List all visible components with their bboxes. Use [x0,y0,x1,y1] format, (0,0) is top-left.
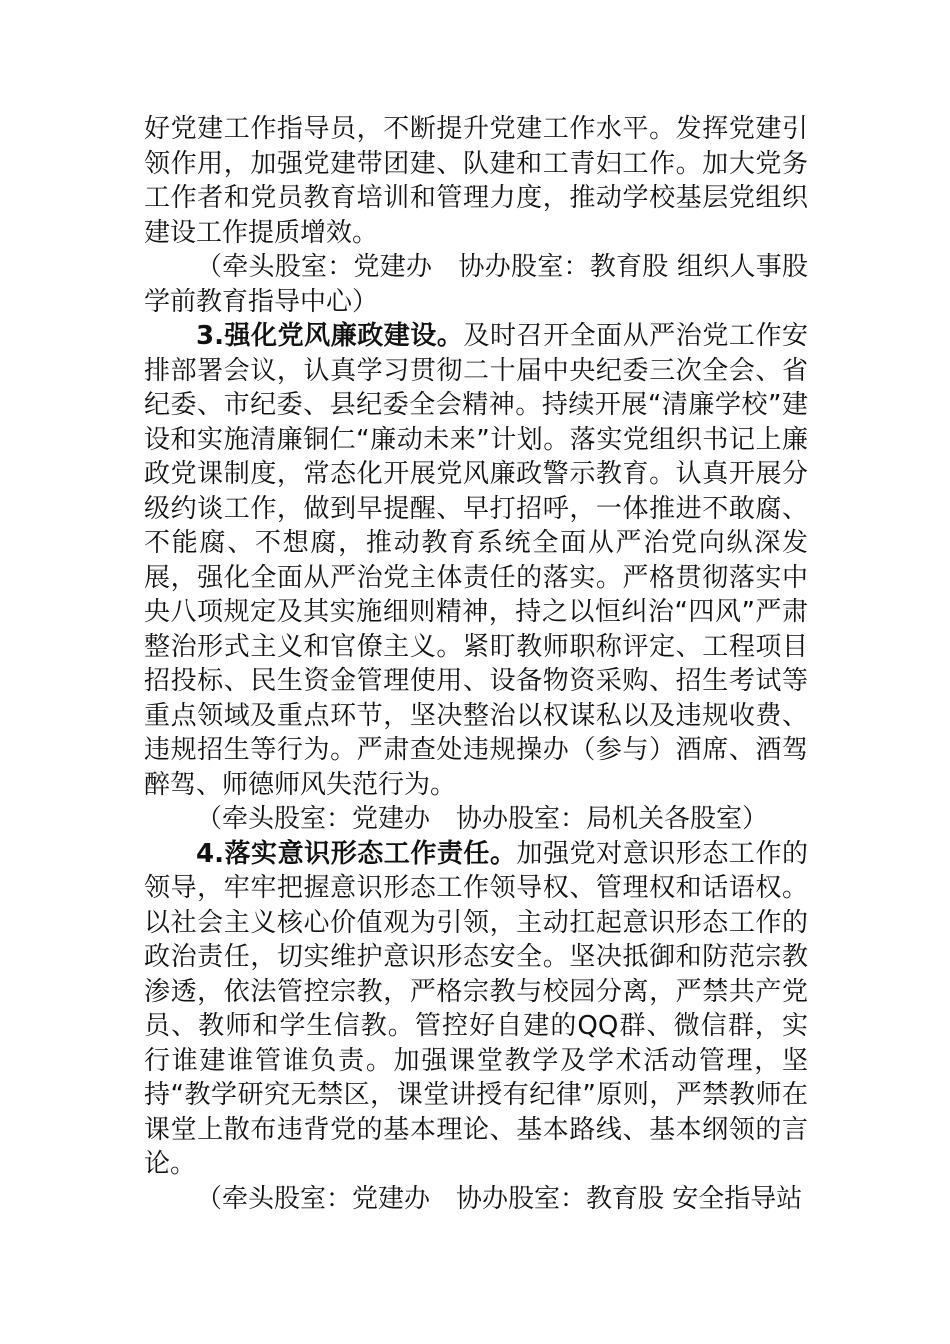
section-4-paragraph [144,837,808,1182]
responsible-office-note: （牵头股室：党建办 协办股室：教育股 组织人事股 学前教育指导中心） [144,252,808,317]
section-4-heading: 4.落实意识形态工作责任。 [196,838,517,869]
section-3-body: 及时召开全面从严治党工作安排部署会议，认真学习贯彻二十届中央纪委三次全会、省纪委、市纪委、县纪委全会精神。持续开展“清廉学校”建设和实施清廉铜仁“廉动未来”计划。落实党组织书记上廉政党课制度，常态化开展党风廉政警示教育。认真开展分级约谈工作，做到早提醒、早打招呼，一体推进不敢腐、不能腐、不想腐，推动教育系统全面从严治党向纵深发展，强化全面从严治党主体责任的落实。严格贯彻落实中央八项规定及其实施细则精神，持之以恒纠治“四风”严肃整治形式主义和官僚主义。紧盯教师职称评定、工程项目招投标、民生资金管理使用、设备物资采购、招生考试等重点领域及重点环节，坚决整治以权谋私以及违规收费、违规招生等行为。严肃查处违规操办（参与）酒席、酒驾醉驾、师德师风失范行为。 [144,321,808,800]
document-body [144,112,808,1216]
responsible-office-note: （牵头股室：党建办 协办股室：教育股 安全指导站 [196,1183,803,1214]
section-3-paragraph [144,319,808,802]
section-4-body: 加强党对意识形态工作的领导，牢牢把握意识形态工作领导权、管理权和话语权。以社会主义核心价值观为引领，主动扛起意识形态工作的政治责任，切实维护意识形态安全。坚决抵御和防范宗教渗透，依法管控宗教，严格宗教与校园分离，严禁共产党员、教师和学生信教。管控好自建的QQ群、微信群，实行谁建谁管谁负责。加强课堂教学及学术活动管理，坚持“教学研究无禁区，课堂讲授有纪律”原则，严禁教师在课堂上散布违背党的基本理论、基本路线、基本纲领的言论。 [144,838,808,1179]
section-3-heading: 3.强化党风廉政建设。 [196,321,464,351]
continuation-paragraph: 好党建工作指导员，不断提升党建工作水平。发挥党建引领作用，加强党建带团建、队建和工青妇工作。加大党务工作者和党员教育培训和管理力度，推动学校基层党组织建设工作提质增效。 [144,114,808,248]
responsible-office-note: （牵头股室：党建办 协办股室：局机关各股室） [196,804,769,834]
